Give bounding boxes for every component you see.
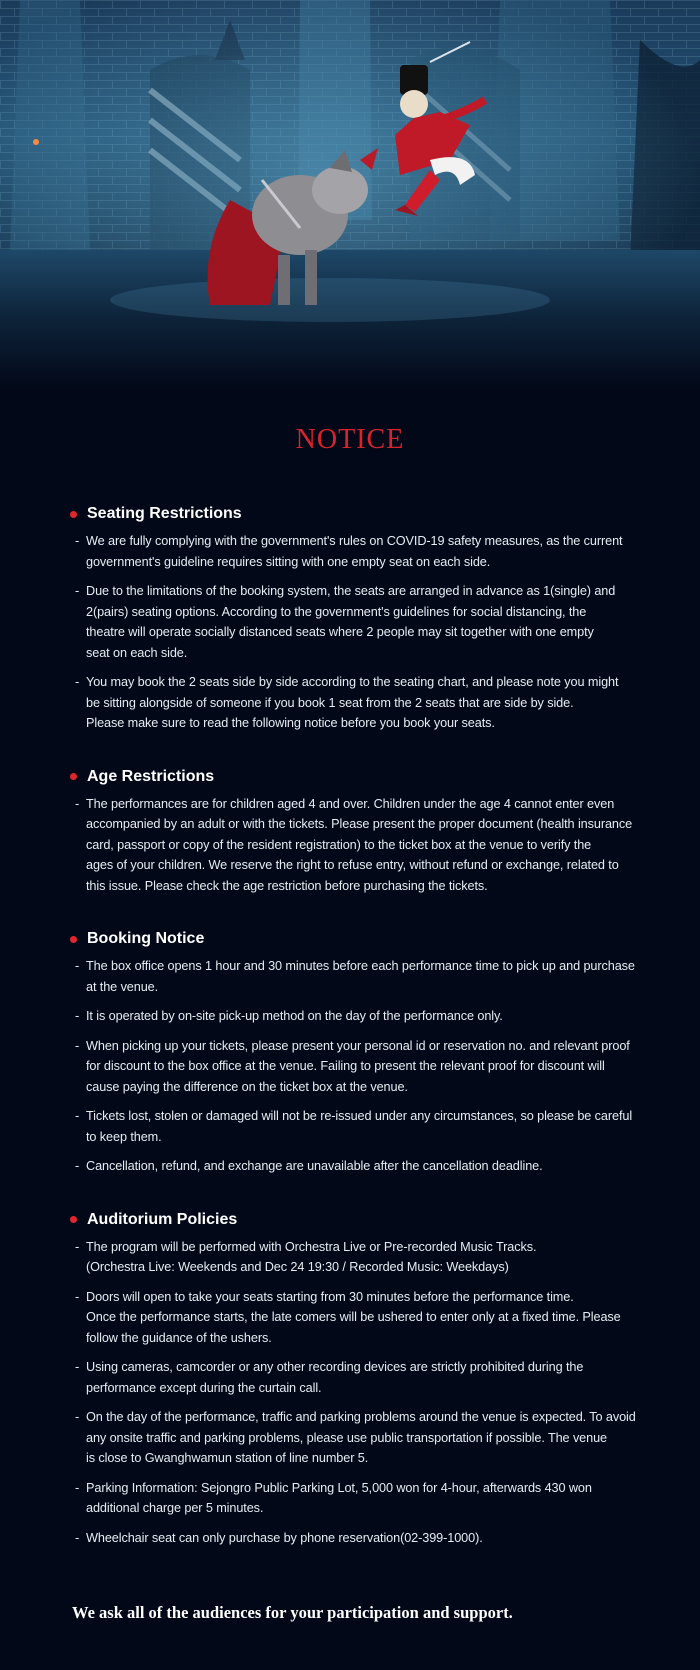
item-line: theatre will operate socially distanced seats where 2 people may sit together with one empty — [86, 625, 594, 639]
red-bullet-icon — [70, 773, 77, 780]
list-item — [70, 1287, 638, 1349]
dash-icon: - — [75, 534, 80, 548]
dash-icon: - — [75, 959, 80, 973]
item-line: The program will be performed with Orchestra Live or Pre-recorded Music Tracks. — [86, 1239, 537, 1254]
item-line: cause paying the difference on the ticket box at the venue. — [86, 1079, 408, 1094]
item-line: Once the performance starts, the late comers will be ushered to enter only at a fixed time. Please — [86, 1310, 621, 1324]
list-item — [70, 1006, 638, 1027]
item-line: Tickets lost, stolen or damaged will not be re-issued under any circumstances, so please be careful — [86, 1109, 633, 1123]
list-item — [70, 1156, 638, 1177]
item-line: Wheelchair seat can only purchase by phone reservation(02-399-1000). — [86, 1530, 483, 1545]
item-line: be sitting alongside of someone if you book 1 seat from the 2 seats that are side by side. — [86, 695, 574, 710]
item-line: at the venue. — [86, 979, 159, 994]
list-item — [70, 1357, 638, 1398]
red-bullet-icon — [70, 936, 77, 943]
list-item — [70, 1528, 638, 1549]
dash-icon: - — [75, 1480, 80, 1495]
item-line: any onsite traffic and parking problems, please use public transportation if possible. The venue — [86, 1430, 608, 1445]
dash-icon: - — [75, 1410, 80, 1424]
dash-icon: - — [75, 1009, 80, 1023]
item-line: The box office opens 1 hour and 30 minutes before each performance time to pick up and purchase — [86, 959, 635, 973]
section-booking-notice — [70, 930, 638, 1177]
section-item-list — [70, 794, 638, 897]
item-line: When picking up your tickets, please present your personal id or reservation no. and relevant proof — [86, 1038, 630, 1053]
list-item — [70, 794, 638, 897]
item-line: accompanied by an adult or with the tickets. Please present the proper document (health insurance — [86, 817, 633, 831]
section-heading — [70, 1211, 638, 1229]
section-auditorium-policies — [70, 1211, 638, 1549]
closing-message: We ask all of the audiences for your participation and support. — [72, 1603, 513, 1622]
list-item — [70, 1036, 638, 1098]
section-heading-text: Auditorium Policies — [87, 1210, 238, 1228]
dash-icon: - — [75, 1239, 80, 1254]
dash-icon: - — [75, 675, 80, 689]
section-item-list — [70, 956, 638, 1177]
item-line: this issue. Please check the age restriction before purchasing the tickets. — [86, 878, 488, 893]
list-item — [70, 1106, 638, 1147]
hero-stage-photo — [0, 0, 700, 390]
dash-icon: - — [75, 1159, 80, 1173]
section-heading-text: Age Restrictions — [87, 767, 215, 785]
item-line: Due to the limitations of the booking system, the seats are arranged in advance as 1(single) and — [86, 584, 616, 598]
section-heading — [70, 930, 638, 948]
dash-icon: - — [75, 1530, 80, 1545]
item-line: government's guideline requires sitting with one empty seat on each side. — [86, 554, 491, 569]
section-seating-restrictions — [70, 505, 638, 734]
item-line: follow the guidance of the ushers. — [86, 1330, 272, 1345]
dash-icon: - — [75, 584, 80, 598]
item-line: Parking Information: Sejongro Public Parking Lot, 5,000 won for 4-hour, afterwards 430 won — [86, 1480, 592, 1495]
item-line: to keep them. — [86, 1129, 162, 1144]
item-line: 2(pairs) seating options. According to the government's guidelines for social distancing, the — [86, 604, 587, 619]
stage-scene-illustration — [0, 0, 700, 390]
item-line: additional charge per 5 minutes. — [86, 1501, 264, 1515]
item-line: is close to Gwanghwamun station of line number 5. — [86, 1451, 369, 1465]
red-bullet-icon — [70, 511, 77, 518]
notice-title: NOTICE — [295, 424, 405, 455]
list-item — [70, 581, 638, 663]
item-line: seat on each side. — [86, 645, 188, 660]
red-bullet-icon — [70, 1216, 77, 1223]
item-line: for discount to the box office at the venue. Failing to present the relevant proof for discount will — [86, 1059, 605, 1073]
item-line: card, passport or copy of the resident registration) to the ticket box at the venue to verify the — [86, 837, 592, 852]
dash-icon: - — [75, 1038, 80, 1053]
item-line: Using cameras, camcorder or any other recording devices are strictly prohibited during the — [86, 1360, 584, 1374]
item-line: (Orchestra Live: Weekends and Dec 24 19:30 / Recorded Music: Weekdays) — [86, 1260, 509, 1274]
item-line: The performances are for children aged 4 and over. Children under the age 4 cannot enter even — [86, 796, 615, 811]
item-line: On the day of the performance, traffic and parking problems around the venue is expected. To avoid — [86, 1410, 636, 1424]
section-heading-text: Booking Notice — [87, 930, 205, 947]
item-line: performance except during the curtain call. — [86, 1380, 322, 1395]
dash-icon: - — [75, 1360, 80, 1374]
item-line: Cancellation, refund, and exchange are unavailable after the cancellation deadline. — [86, 1159, 543, 1173]
list-item — [70, 1237, 638, 1278]
list-item — [70, 531, 638, 572]
list-item — [70, 956, 638, 997]
section-heading — [70, 505, 638, 523]
item-line: Please make sure to read the following notice before you book your seats. — [86, 716, 495, 730]
list-item — [70, 1478, 638, 1519]
list-item — [70, 672, 638, 734]
section-heading-text: Seating Restrictions — [87, 505, 242, 522]
dash-icon: - — [75, 1289, 80, 1304]
dash-icon: - — [75, 1109, 80, 1123]
section-item-list — [70, 1237, 638, 1549]
item-line: We are fully complying with the government's rules on COVID-19 safety measures, as the current — [86, 534, 623, 548]
list-item — [70, 1407, 638, 1469]
notice-sections — [70, 505, 638, 1582]
item-line: It is operated by on-site pick-up method on the day of the performance only. — [86, 1009, 503, 1023]
dash-icon: - — [75, 796, 80, 811]
item-line: Doors will open to take your seats starting from 30 minutes before the performance time. — [86, 1289, 574, 1304]
item-line: ages of your children. We reserve the right to refuse entry, without refund or exchange, related to — [86, 858, 619, 872]
section-heading — [70, 768, 638, 786]
item-line: You may book the 2 seats side by side according to the seating chart, and please note you might — [86, 675, 619, 689]
section-item-list — [70, 531, 638, 734]
section-age-restrictions — [70, 768, 638, 897]
